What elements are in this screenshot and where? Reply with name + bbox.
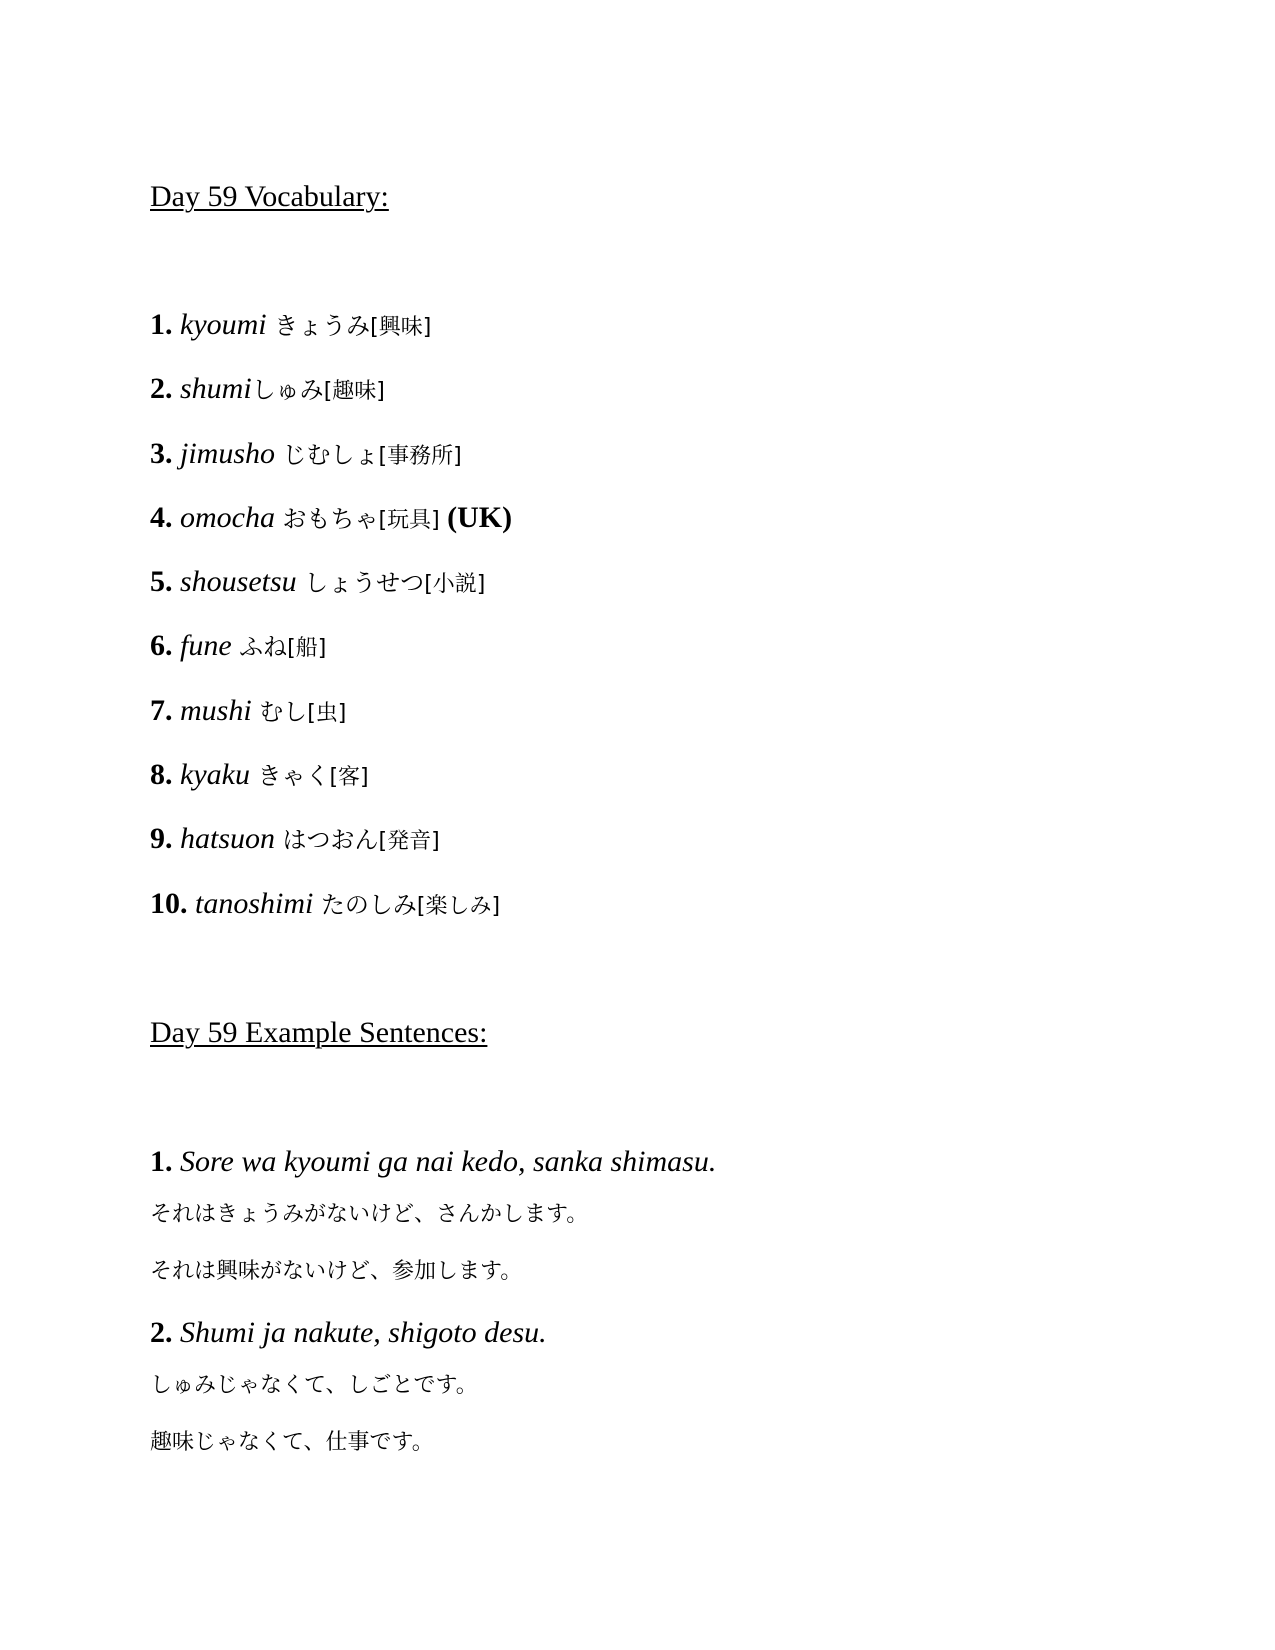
sentences-list bbox=[150, 1147, 716, 1489]
vocab-kanji: [船] bbox=[287, 636, 327, 662]
vocab-item bbox=[150, 824, 512, 888]
vocab-number: 6. bbox=[150, 629, 173, 663]
vocab-kana: しょうせつ bbox=[304, 569, 425, 598]
vocab-item bbox=[150, 631, 512, 695]
sentence-kanji: 趣味じゃなくて、仕事です。 bbox=[150, 1430, 434, 1455]
vocab-number: 5. bbox=[150, 565, 173, 599]
vocab-item bbox=[150, 374, 512, 438]
vocab-number: 7. bbox=[150, 693, 173, 727]
vocab-number: 1. bbox=[150, 308, 173, 341]
vocab-item bbox=[150, 500, 513, 567]
vocabulary-list bbox=[150, 310, 512, 953]
vocabulary-heading: Day 59 Vocabulary: bbox=[150, 180, 389, 213]
vocab-kanji: [楽しみ] bbox=[416, 893, 501, 919]
sentences-heading: Day 59 Example Sentences: bbox=[150, 1016, 488, 1049]
vocab-number: 9. bbox=[150, 822, 173, 856]
sentence-number: 1. bbox=[150, 1145, 173, 1178]
vocab-kana: きゃく bbox=[257, 762, 330, 791]
vocab-kanji: [事務所] bbox=[378, 443, 462, 469]
vocab-kanji: [小説] bbox=[424, 572, 486, 598]
vocab-romaji: kyaku bbox=[180, 758, 250, 792]
sentence-romaji: Shumi ja nakute, shigoto desu. bbox=[180, 1316, 547, 1349]
vocab-kanji: [玩具] bbox=[378, 507, 440, 533]
vocab-kana: おもちゃ bbox=[282, 504, 379, 533]
vocab-romaji: hatsuon bbox=[180, 822, 276, 856]
vocab-item bbox=[150, 310, 512, 374]
sentence-kana: それはきょうみがないけど、さんかします。 bbox=[150, 1202, 589, 1227]
vocab-romaji: kyoumi bbox=[180, 308, 267, 341]
vocab-romaji: omocha bbox=[180, 500, 275, 534]
vocab-kanji: [虫] bbox=[307, 700, 347, 726]
vocab-item bbox=[150, 436, 512, 503]
vocab-romaji: jimusho bbox=[180, 436, 276, 470]
sentence-romaji-line bbox=[150, 1147, 716, 1204]
vocab-item bbox=[150, 693, 512, 760]
vocab-romaji: tanoshimi bbox=[195, 886, 314, 920]
sentence-kana: しゅみじゃなくて、しごとです。 bbox=[150, 1373, 478, 1398]
vocab-romaji: shumi bbox=[180, 372, 252, 406]
vocab-romaji: mushi bbox=[180, 693, 252, 727]
vocab-kanji: [趣味] bbox=[323, 379, 385, 405]
sentence-item bbox=[150, 1318, 716, 1489]
sentence-romaji-line bbox=[150, 1318, 716, 1375]
vocab-item bbox=[150, 886, 512, 953]
vocab-number: 3. bbox=[150, 436, 173, 470]
vocab-kana: たのしみ bbox=[320, 890, 417, 919]
vocab-kanji: [発音] bbox=[378, 829, 440, 855]
sentence-kanji: それは興味がないけど、参加します。 bbox=[150, 1259, 523, 1284]
vocab-kana: じむしょ bbox=[282, 440, 379, 469]
vocab-note: (UK) bbox=[447, 500, 513, 534]
vocab-number: 8. bbox=[150, 758, 173, 792]
sentence-number: 2. bbox=[150, 1316, 173, 1349]
vocab-kana: ふね bbox=[239, 633, 288, 662]
vocab-kanji: [客] bbox=[329, 765, 369, 791]
vocab-item bbox=[150, 760, 512, 824]
sentence-item bbox=[150, 1147, 716, 1318]
vocab-number: 10. bbox=[150, 886, 188, 920]
vocab-kana: きょうみ bbox=[274, 312, 371, 340]
vocab-romaji: fune bbox=[180, 629, 232, 663]
vocab-kana: しゅみ bbox=[251, 376, 324, 405]
vocab-kanji: [興味] bbox=[370, 315, 432, 340]
vocab-romaji: shousetsu bbox=[180, 565, 297, 599]
vocab-number: 4. bbox=[150, 500, 173, 534]
vocab-item bbox=[150, 567, 512, 631]
sentence-romaji: Sore wa kyoumi ga nai kedo, sanka shimasu. bbox=[180, 1145, 717, 1178]
vocab-number: 2. bbox=[150, 372, 173, 406]
vocab-kana: むし bbox=[259, 697, 308, 726]
vocab-kana: はつおん bbox=[282, 826, 379, 855]
